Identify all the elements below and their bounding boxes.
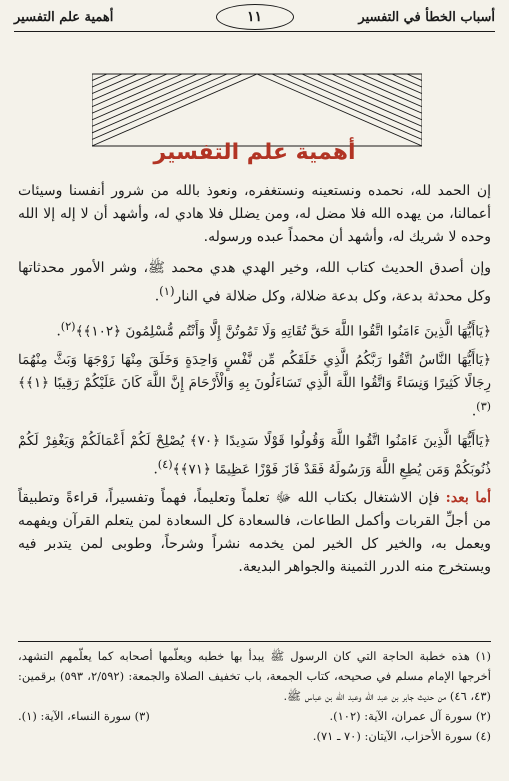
header-book-title: أسباب الخطأ في التفسير [358,10,495,25]
footnote-ref-3: (٣) [476,400,491,414]
footnote-3: (٣) سورة النساء، الآية: (١). [18,709,150,723]
footnote-ref-1: (١) [159,284,175,298]
closing-text: فإن الاشتغال بكتاب الله ﷻ تعلماً وتعليماً، فهماً وتفسيراً، قراءةً وتطبيقاً من أجلِّ القربات وأكمل الطاعات، فالسعادة كل السعادة لمن يتعلم القرآن ويفهمه ويعمل به، والخير كل الخير لمن يخدمه نشراً وشرحاً، وطوبى لمن يتدبر فيه ويستخرج منه الدرر الثمينة والجواهر البديعة. [18,490,491,576]
amma-bad-keyword: أما بعد: [445,490,491,507]
footnote-rule [18,641,491,642]
page-title: أهمية علم التفسير [153,140,356,165]
hadith-text: وإن أصدق الحديث كتاب الله، وخير الهدي هدي محمد ﷺ، وشر الأمور محدثاتها وكل محدثة بدعة، وكل بدعة ضلالة، وكل ضلالة في النار [18,260,491,305]
footnote-2: (٢) سورة آل عمران، الآية: (١٠٢). [329,709,491,723]
footnotes [18,646,491,746]
main-text [18,180,491,585]
header-section-title: أهمية علم التفسير [14,10,114,25]
verse-1: ﴿يَاأَيُّهَا الَّذِينَ ءَامَنُوا اتَّقُوا اللَّهَ حَقَّ تُقَاتِهِ وَلَا تَمُوتُنَّ إِلَّا وَأَنْتُم مُّسْلِمُونَ ﴿١٠٢﴾﴾$^{(٢)}$. [56,319,491,340]
hadith-paragraph: وإن أصدق الحديث كتاب الله، وخير الهدي هدي محمد ﷺ، وشر الأمور محدثاتها وكل محدثة بدعة، وكل بدعة ضلالة، وكل ضلالة في النار$^{(١)}$. [18,260,491,305]
header-page-number: ١١ [216,4,294,30]
footnote-4: (٤) سورة الأحزاب، الآيتان: (٧٠ ـ ٧١). [312,729,491,743]
running-header [14,2,495,32]
header-rule [14,31,495,32]
verse-3-text: ﴿يَاأَيُّهَا الَّذِينَ ءَامَنُوا اتَّقُوا اللَّهَ وَقُولُوا قَوْلًا سَدِيدًا ﴿٧٠﴾ يُصْلِحْ لَكُمْ أَعْمَالَكُمْ وَيَغْفِرْ لَكُمْ ذُنُوبَكُمْ وَمَن يُطِعِ اللَّهَ وَرَسُولَهُ فَقَدْ فَازَ فَوْزًا عَظِيمًا ﴿٧١﴾﴾ [18,432,492,478]
closing-paragraph [18,487,491,579]
verse-2-text: ﴿يَاأَيُّهَا النَّاسُ اتَّقُوا رَبَّكُمُ الَّذِي خَلَقَكُم مِّن نَّفْسٍ وَاحِدَةٍ وَخَلَقَ مِنْهَا زَوْجَهَا وَبَثَّ مِنْهُمَا رِجَالًا كَثِيرًا وَنِسَاءً وَاتَّقُوا اللَّهَ الَّذِي تَسَاءَلُونَ بِهِ وَالْأَرْحَامَ إِنَّ اللَّهَ كَانَ عَلَيْكُمْ رَقِيبًا ﴿١﴾﴾ [18,352,491,392]
string-art-arch-ornament-icon [92,72,422,150]
verse-1-text: ﴿يَاأَيُّهَا الَّذِينَ ءَامَنُوا اتَّقُوا اللَّهَ حَقَّ تُقَاتِهِ وَلَا تَمُوتُنَّ إِلَّا وَأَنْتُم مُّسْلِمُونَ ﴿١٠٢﴾﴾ [75,323,491,340]
footnote-ref-2: (٢) [60,319,76,333]
footnote-1: (١) هذه خطبة الحاجة التي كان الرسول ﷺ يبدأ بها خطبه ويعلّمها أصحابه كما يعلّمهم التشهد، أخرجها الإمام مسلم في صحيحه، كتاب الجمعة، باب تخفيف الصلاة والجمعة: (٢/٥٩٢، ٥٩٣) برقمين: (٤٣، ٤٦) من حديث جابر بن عبد الله وعبد الله بن عباس ﷺ. [18,649,491,703]
verse-3: ﴿يَاأَيُّهَا الَّذِينَ ءَامَنُوا اتَّقُوا اللَّهَ وَقُولُوا قَوْلًا سَدِيدًا ﴿٧٠﴾ يُصْلِحْ لَكُمْ أَعْمَالَكُمْ وَيَغْفِرْ لَكُمْ ذُنُوبَكُمْ وَمَن يُطِعِ اللَّهَ وَرَسُولَهُ فَقَدْ فَازَ فَوْزًا عَظِيمًا ﴿٧١﴾﴾$^{(٤)}$. [18,432,492,478]
verse-2: ﴿يَاأَيُّهَا النَّاسُ اتَّقُوا رَبَّكُمُ الَّذِي خَلَقَكُم مِّن نَّفْسٍ وَاحِدَةٍ وَخَلَقَ مِنْهَا زَوْجَهَا وَبَثَّ مِنْهُمَا رِجَالًا كَثِيرًا وَنِسَاءً وَاتَّقُوا اللَّهَ الَّذِي تَسَاءَلُونَ بِهِ وَالْأَرْحَامَ إِنَّ اللَّهَ كَانَ عَلَيْكُمْ رَقِيبًا ﴿١﴾﴾$^{(٣)}$. [18,352,491,420]
footnote-ref-4: (٤) [157,457,173,471]
opening-paragraph: إن الحمد لله، نحمده ونستعينه ونستغفره، ونعوذ بالله من شرور أنفسنا وسيئات أعمالنا، من يهده الله فلا مضل له، ومن يضلل فلا هادي له، وأشهد أن لا إله إلا الله وحده لا شريك له، وأشهد أن محمداً عبده ورسوله. [18,183,491,245]
footnote-row [18,706,491,726]
